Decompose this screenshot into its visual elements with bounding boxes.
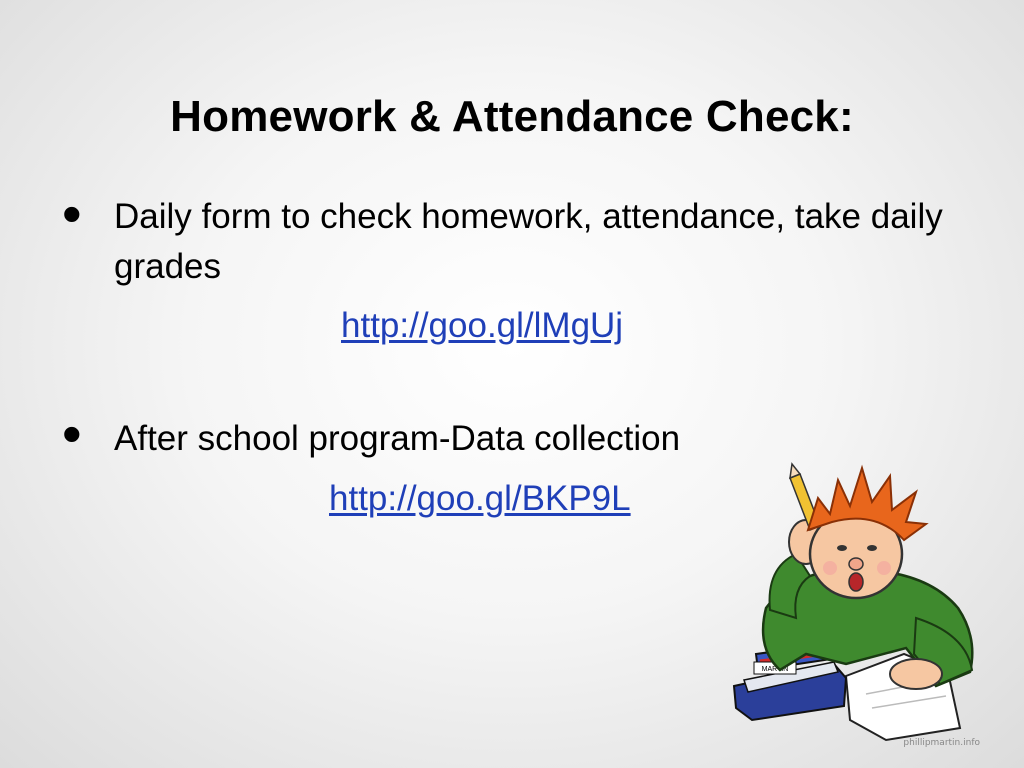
book-label: MARTIN	[761, 666, 789, 673]
bullet-dot: •	[62, 182, 82, 245]
after-school-link[interactable]: http://goo.gl/BKP9L	[329, 479, 631, 518]
student-thinking-clipart	[726, 458, 988, 748]
daily-form-link[interactable]: http://goo.gl/lMgUj	[341, 306, 624, 345]
bullet-text-daily-form: Daily form to check homework, attendance, take daily grades	[114, 197, 943, 286]
bullet-dot: •	[62, 402, 82, 465]
bullet-text-after-school: After school program-Data collection	[114, 419, 681, 458]
slide-title: Homework & Attendance Check:	[170, 92, 854, 141]
clipart-credit: phillipmartin.info	[903, 738, 980, 748]
